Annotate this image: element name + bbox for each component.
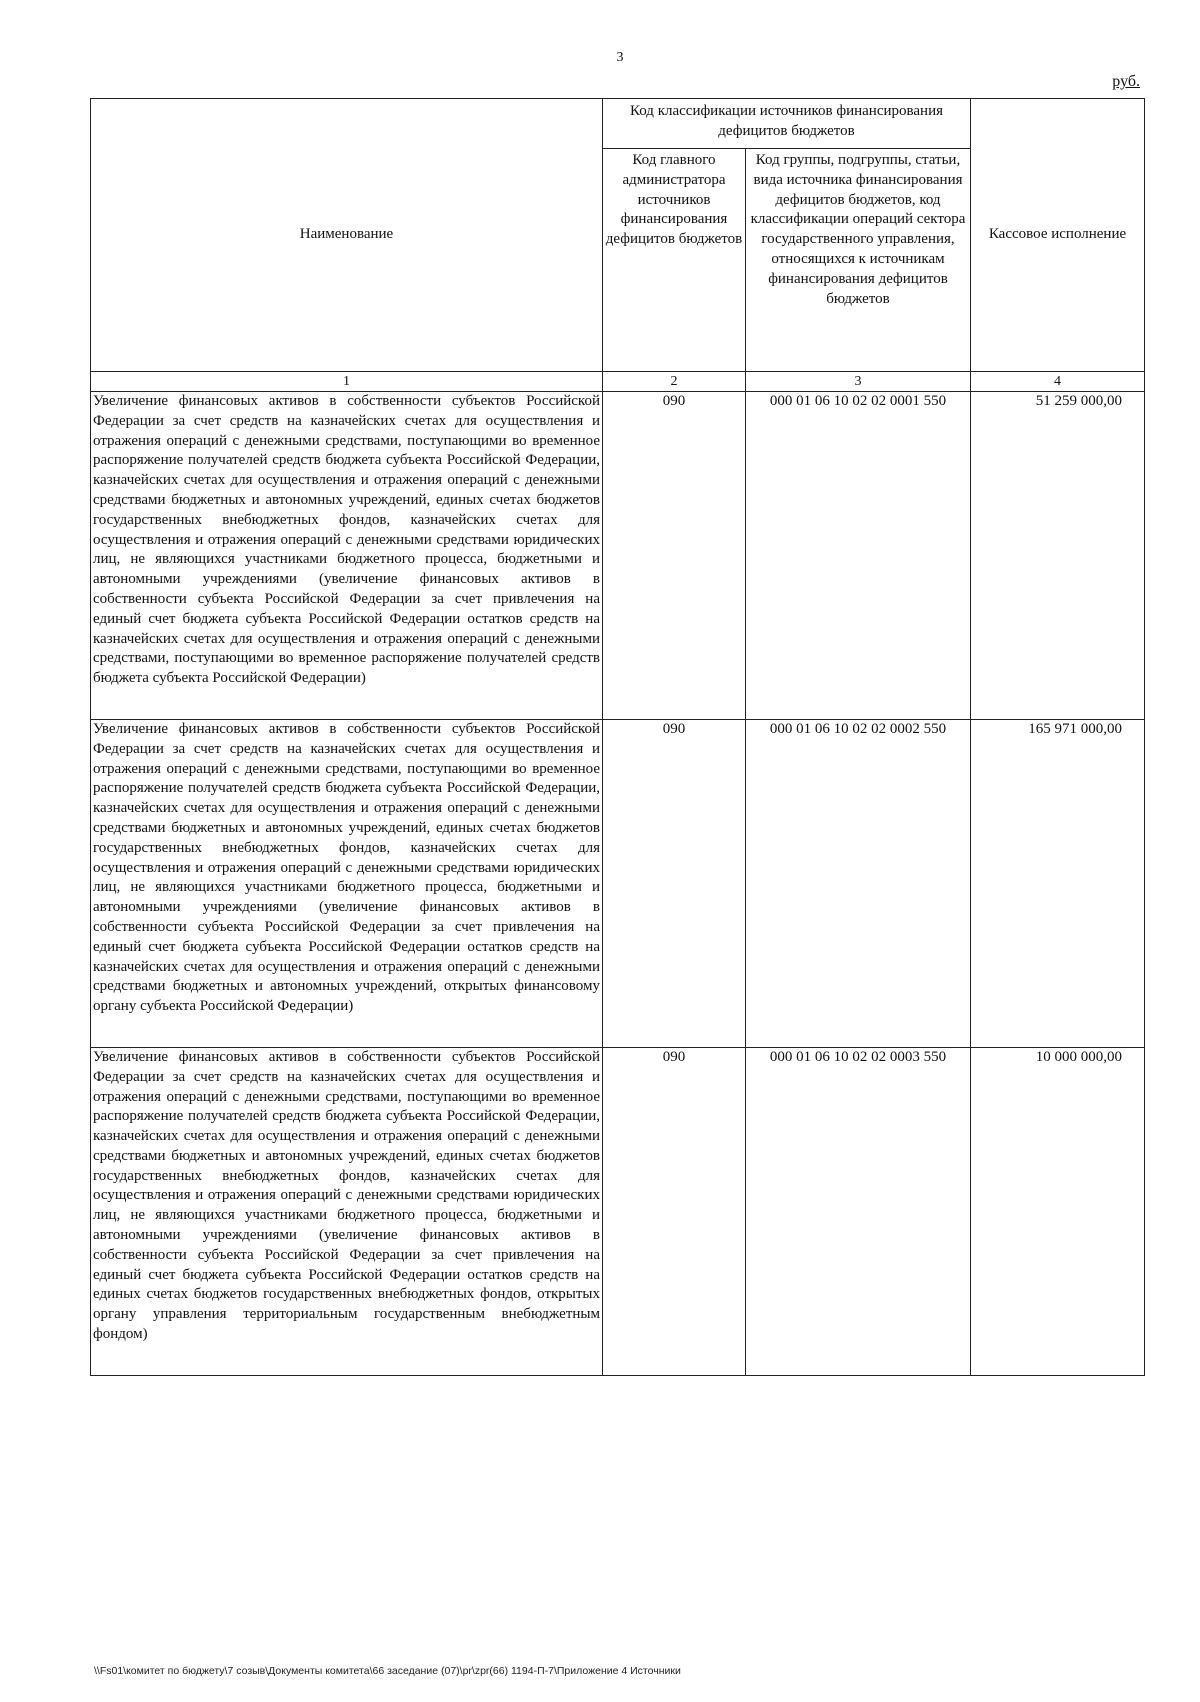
row-admin-code: 090	[603, 1047, 746, 1375]
column-number: 4	[971, 372, 1145, 392]
row-name: Увеличение финансовых активов в собственности субъектов Российской Федерации за счет средств на казначейских счетах для осуществления и отражения операций с денежными средствами, поступающими во временное распоряжение получателей средств бюджета субъекта Российской Федерации, казначейских счетах для осуществления и отражения операций с денежными средствами бюджетных и автономных учреждений, единых счетах бюджетов государственных внебюджетных фондов, казначейских счетах для осуществления и отражения операций с денежными средствами юридических лиц, не являющихся участниками бюджетного процесса, бюджетными и автономными учреждениями (увеличение финансовых активов в собственности субъекта Российской Федерации за счет привлечения на единый счет бюджета субъекта Российской Федерации остатков средств на казначейских счетах для осуществления и отражения операций с денежными средствами бюджетных и автономных учреждений, открытых финансовому органу субъекта Российской Федерации)	[91, 719, 603, 1047]
row-name: Увеличение финансовых активов в собственности субъектов Российской Федерации за счет средств на казначейских счетах для осуществления и отражения операций с денежными средствами, поступающими во временное распоряжение получателей средств бюджета субъекта Российской Федерации, казначейских счетах для осуществления и отражения операций с денежными средствами бюджетных и автономных учреждений, единых счетах бюджетов государственных внебюджетных фондов, казначейских счетах для осуществления и отражения операций с денежными средствами юридических лиц, не являющихся участниками бюджетного процесса, бюджетными и автономными учреждениями (увеличение финансовых активов в собственности субъекта Российской Федерации за счет привлечения на единый счет бюджета субъекта Российской Федерации остатков средств на единых счетах бюджетов государственных внебюджетных фондов, открытых органу управления территориальным государственным внебюджетным фондом)	[91, 1047, 603, 1375]
row-name: Увеличение финансовых активов в собственности субъектов Российской Федерации за счет средств на казначейских счетах для осуществления и отражения операций с денежными средствами, поступающими во временное распоряжение получателей средств бюджета субъекта Российской Федерации, казначейских счетах для осуществления и отражения операций с денежными средствами бюджетных и автономных учреждений, единых счетах бюджетов государственных внебюджетных фондов, казначейских счетах для осуществления и отражения операций с денежными средствами юридических лиц, не являющихся участниками бюджетного процесса, бюджетными и автономными учреждениями (увеличение финансовых активов в собственности субъекта Российской Федерации за счет привлечения на единый счет бюджета субъекта Российской Федерации остатков средств на казначейских счетах для осуществления и отражения операций с денежными средствами, поступающими во временное распоряжение получателей средств бюджета субъекта Российской Федерации)	[91, 392, 603, 720]
row-admin-code: 090	[603, 392, 746, 720]
row-classification-code: 000 01 06 10 02 02 0002 550	[746, 719, 971, 1047]
row-classification-code: 000 01 06 10 02 02 0003 550	[746, 1047, 971, 1375]
column-number: 2	[603, 372, 746, 392]
table-row	[91, 719, 1145, 1047]
row-amount: 165 971 000,00	[971, 719, 1145, 1047]
header-admin-code: Код главного администратора источников финансирования дефицитов бюджетов	[603, 149, 746, 372]
column-numbers-row	[91, 372, 1145, 392]
currency-label: руб.	[1112, 73, 1140, 90]
footer-file-path: \\Fs01\комитет по бюджету\7 созыв\Документы комитета\66 заседание (07)\pr\zpr(66) 1194-П-7\Приложение 4 Источники	[94, 1665, 681, 1677]
row-amount: 51 259 000,00	[971, 392, 1145, 720]
page-number: 3	[616, 50, 624, 65]
table-row	[91, 1047, 1145, 1375]
header-row-1	[91, 99, 1145, 149]
column-number: 1	[91, 372, 603, 392]
row-admin-code: 090	[603, 719, 746, 1047]
sources-table	[90, 98, 1145, 1376]
row-amount: 10 000 000,00	[971, 1047, 1145, 1375]
column-number: 3	[746, 372, 971, 392]
header-group-code: Код группы, подгруппы, статьи, вида источника финансирования дефицитов бюджетов, код классификации операций сектора государственного управления, относящихся к источникам финансирования дефицитов бюджетов	[746, 149, 971, 372]
header-classification-group: Код классификации источников финансирования дефицитов бюджетов	[603, 99, 971, 149]
header-name: Наименование	[91, 99, 603, 372]
table-row	[91, 392, 1145, 720]
row-classification-code: 000 01 06 10 02 02 0001 550	[746, 392, 971, 720]
header-execution: Кассовое исполнение	[971, 99, 1145, 372]
